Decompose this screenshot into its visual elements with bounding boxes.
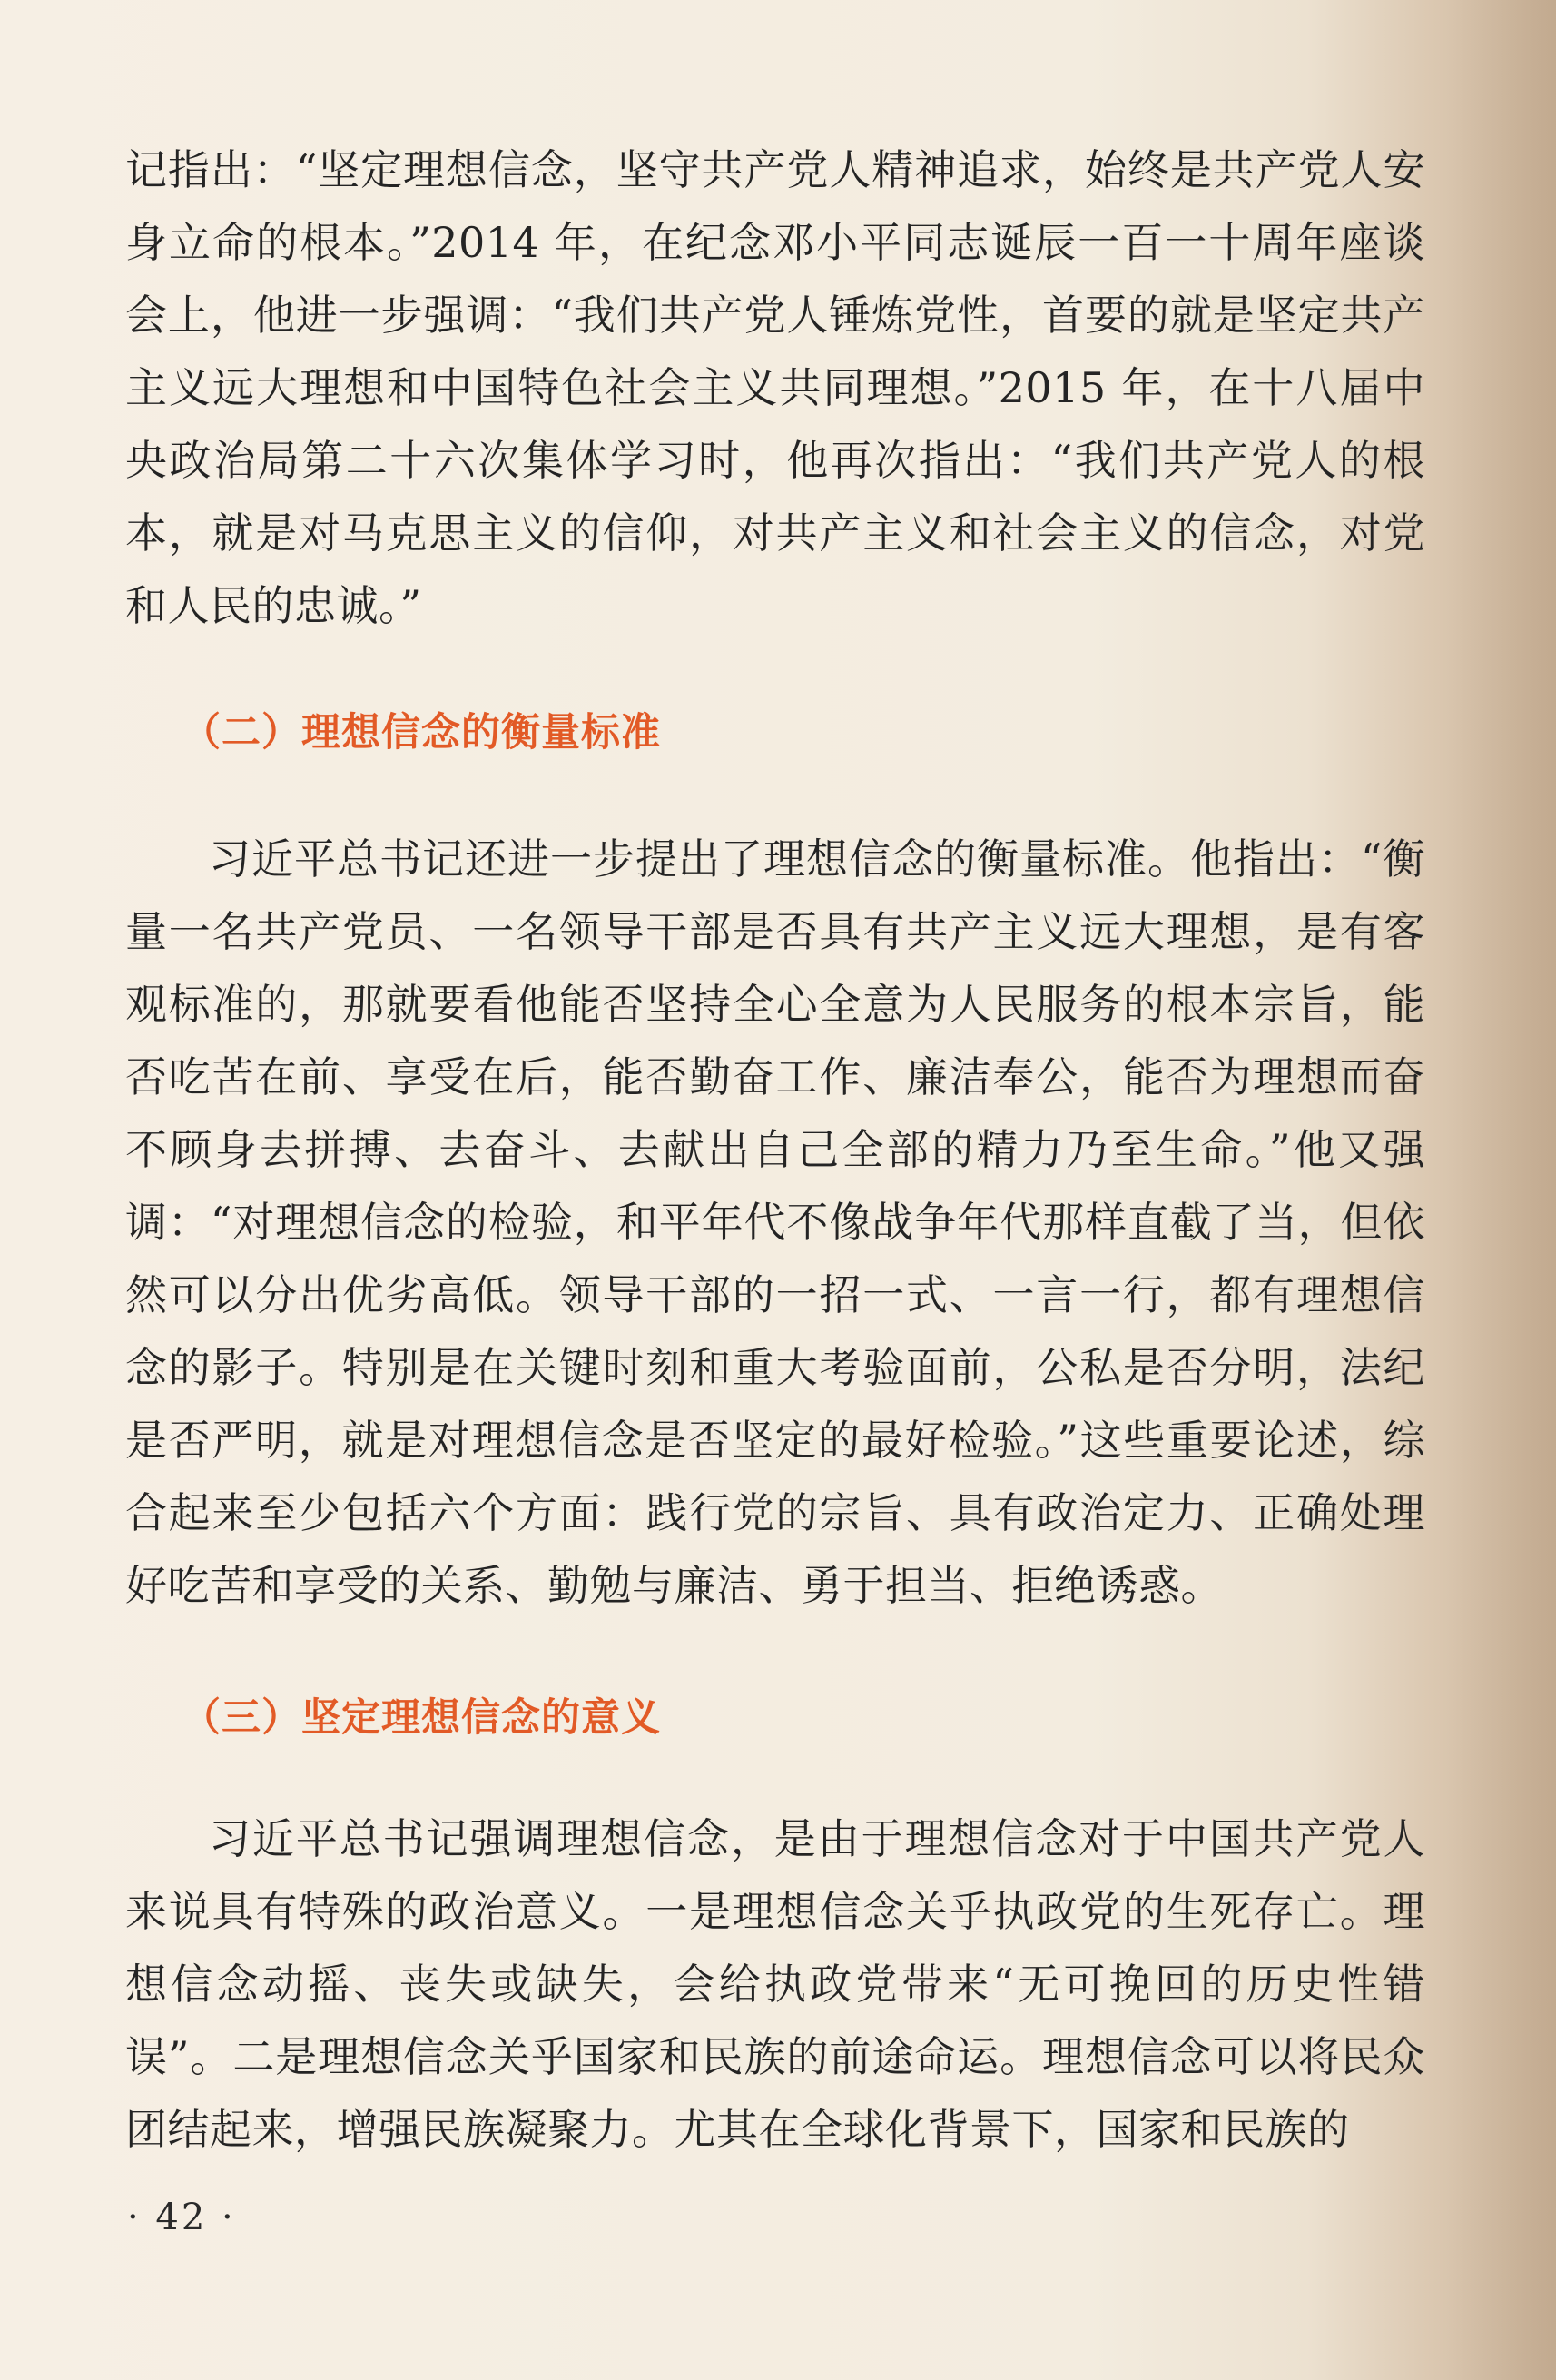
page-number: · 42 ·: [127, 2197, 236, 2238]
paragraph-significance: 习近平总书记强调理想信念，是由于理想信念对于中国共产党人来说具有特殊的政治意义。一是理想信念关乎执政党的生死存亡。理想信念动摇、丧失或缺失，会给执政党带来“无可挽回的历史性错误”。二是理想信念关乎国家和民族的前途命运。理想信念可以将民众团结起来，增强民族凝聚力。尤其在全球化背景下，国家和民族的: [125, 1814, 1425, 2154]
paragraph-continuation: 记指出：“坚定理想信念，坚守共产党人精神追求，始终是共产党人安身立命的根本。”2014 年，在纪念邓小平同志诞辰一百一十周年座谈会上，他进一步强调：“我们共产党人锤炼党性，首要的就是坚定共产主义远大理想和中国特色社会主义共同理想。”2015 年，在十八届中央政治局第二十六次集体学习时，他再次指出：“我们共产党人的根本，就是对马克思主义的信仰，对共产主义和社会主义的信念，对党和人民的忠诚。”: [125, 145, 1425, 630]
page-binding-shadow: [1447, 0, 1556, 2380]
paragraph-measurement-standard: 习近平总书记还进一步提出了理想信念的衡量标准。他指出：“衡量一名共产党员、一名领导干部是否具有共产主义远大理想，是有客观标准的，那就要看他能否坚持全心全意为人民服务的根本宗旨，能否吃苦在前、享受在后，能否勤奋工作、廉洁奉公，能否为理想而奋不顾身去拼搏、去奋斗、去献出自己全部的精力乃至生命。”他又强调：“对理想信念的检验，和平年代不像战争年代那样直截了当，但依然可以分出优劣高低。领导干部的一招一式、一言一行，都有理想信念的影子。特别是在关键时刻和重大考验面前，公私是否分明，法纪是否严明，就是对理想信念是否坚定的最好检验。”这些重要论述，综合起来至少包括六个方面：践行党的宗旨、具有政治定力、正确处理好吃苦和享受的关系、勤勉与廉洁、勇于担当、拒绝诱惑。: [125, 834, 1425, 1610]
section-heading-measurement-standard: （二）理想信念的衡量标准: [182, 710, 661, 755]
section-heading-significance: （三）坚定理想信念的意义: [182, 1695, 661, 1741]
